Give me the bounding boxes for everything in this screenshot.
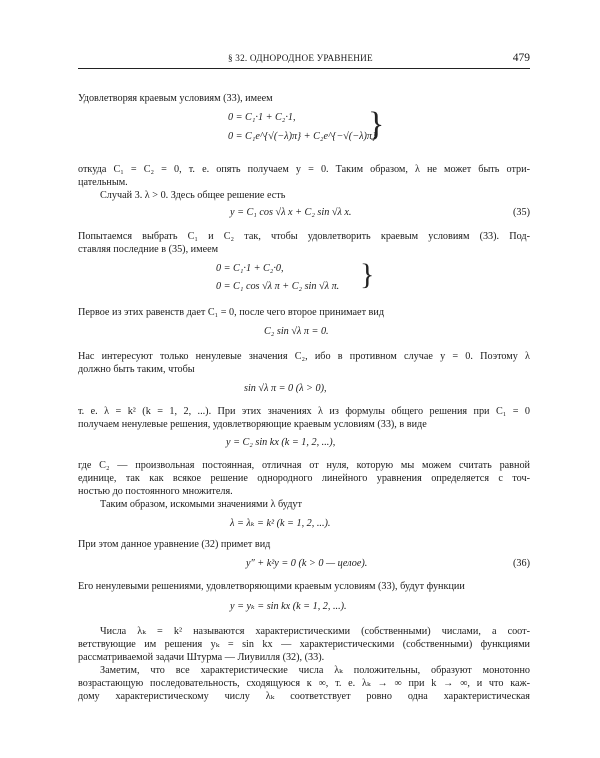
equation-line: 0 = C₁ cos √λ π + C₂ sin √λ π. (216, 281, 340, 292)
equation-number: (35) (513, 207, 530, 218)
text-line: ветствующие им решения yₖ = sin kx — характеристическими (собственными) функциями (78, 639, 530, 650)
text-line: получаем ненулевые решения, удовлетворяющие краевым условиям (33), в виде (78, 419, 427, 430)
text-line: Числа λₖ = k² называются характеристическими (собственными) числами, а соот- (100, 626, 530, 637)
section-title: § 32. ОДНОРОДНОЕ УРАВНЕНИЕ (228, 53, 373, 63)
text-line: должно быть таким, чтобы (78, 364, 195, 375)
equation-line: sin √λ π = 0 (λ > 0), (244, 383, 327, 394)
text-line: т. е. λ = k² (k = 1, 2, ...). При этих значениях λ из формулы общего решения при C₁ = 0 (78, 406, 530, 417)
text-line: рассматриваемой задачи Штурма — Лиувилля (32), (33). (78, 652, 325, 663)
text-line: дому характеристическому числу λₖ соответствует ровно одна характеристическая (78, 691, 530, 702)
equation-line: 0 = C₁e^{√(−λ)π} + C₂e^{−√(−λ)π} (228, 131, 377, 142)
text-line: Таким образом, искомыми значениями λ будут (100, 499, 302, 510)
text-line: Попытаемся выбрать C₁ и C₂ так, чтобы удовлетворить краевым условиям (33). Под- (78, 231, 530, 242)
text-line: ставляя последние в (35), имеем (78, 244, 219, 255)
text-line: Удовлетворяя краевым условиям (33), имеем (78, 93, 273, 104)
system-brace: } (360, 258, 375, 291)
text-line: Его ненулевыми решениями, удовлетворяющими краевым условиям (33), будут функции (78, 581, 465, 592)
text-line: возрастающую последовательность, сходящуюся к ∞, т. е. λₖ → ∞ при k → ∞, и что каж- (78, 678, 530, 689)
text-line: где C₂ — произвольная постоянная, отличная от нуля, которую мы можем считать равной (78, 460, 530, 471)
equation-line: y = yₖ = sin kx (k = 1, 2, ...). (230, 601, 347, 612)
text-line: При этом данное уравнение (32) примет вид (78, 539, 271, 550)
equation-line: 0 = C₁·1 + C₂·1, (228, 112, 296, 123)
equation-line: 0 = C₁·1 + C₂·0, (216, 263, 284, 274)
text-line: Заметим, что все характеристические числа λₖ положительны, образуют монотонно (100, 665, 530, 676)
text-line: Нас интересуют только ненулевые значения C₂, ибо в противном случае y = 0. Поэтому λ (78, 351, 530, 362)
equation-line: y = C₂ sin kx (k = 1, 2, ...), (226, 437, 336, 448)
equation-line: λ = λₖ = k² (k = 1, 2, ...). (230, 518, 331, 529)
equation-line: y″ + k²y = 0 (k > 0 — целое). (246, 558, 368, 569)
page-number: 479 (512, 52, 530, 64)
system-brace: } (368, 106, 385, 143)
text-line: Случай 3. λ > 0. Здесь общее решение есть (100, 190, 286, 201)
text-line: Первое из этих равенств дает C₁ = 0, после чего второе принимает вид (78, 307, 385, 318)
equation-line: C₂ sin √λ π = 0. (264, 326, 329, 337)
text-line: единице, так как всякое решение однородного линейного уравнения определяется с точ- (78, 473, 530, 484)
text-line: цательным. (78, 177, 128, 188)
text-line: откуда C₁ = C₂ = 0, т. е. опять получаем y = 0. Таким образом, λ не может быть отри- (78, 164, 530, 175)
running-header (78, 50, 530, 69)
equation-line: y = C₁ cos √λ x + C₂ sin √λ x. (230, 207, 352, 218)
text-line: ностью до постоянного множителя. (78, 486, 233, 497)
equation-number: (36) (513, 558, 530, 569)
